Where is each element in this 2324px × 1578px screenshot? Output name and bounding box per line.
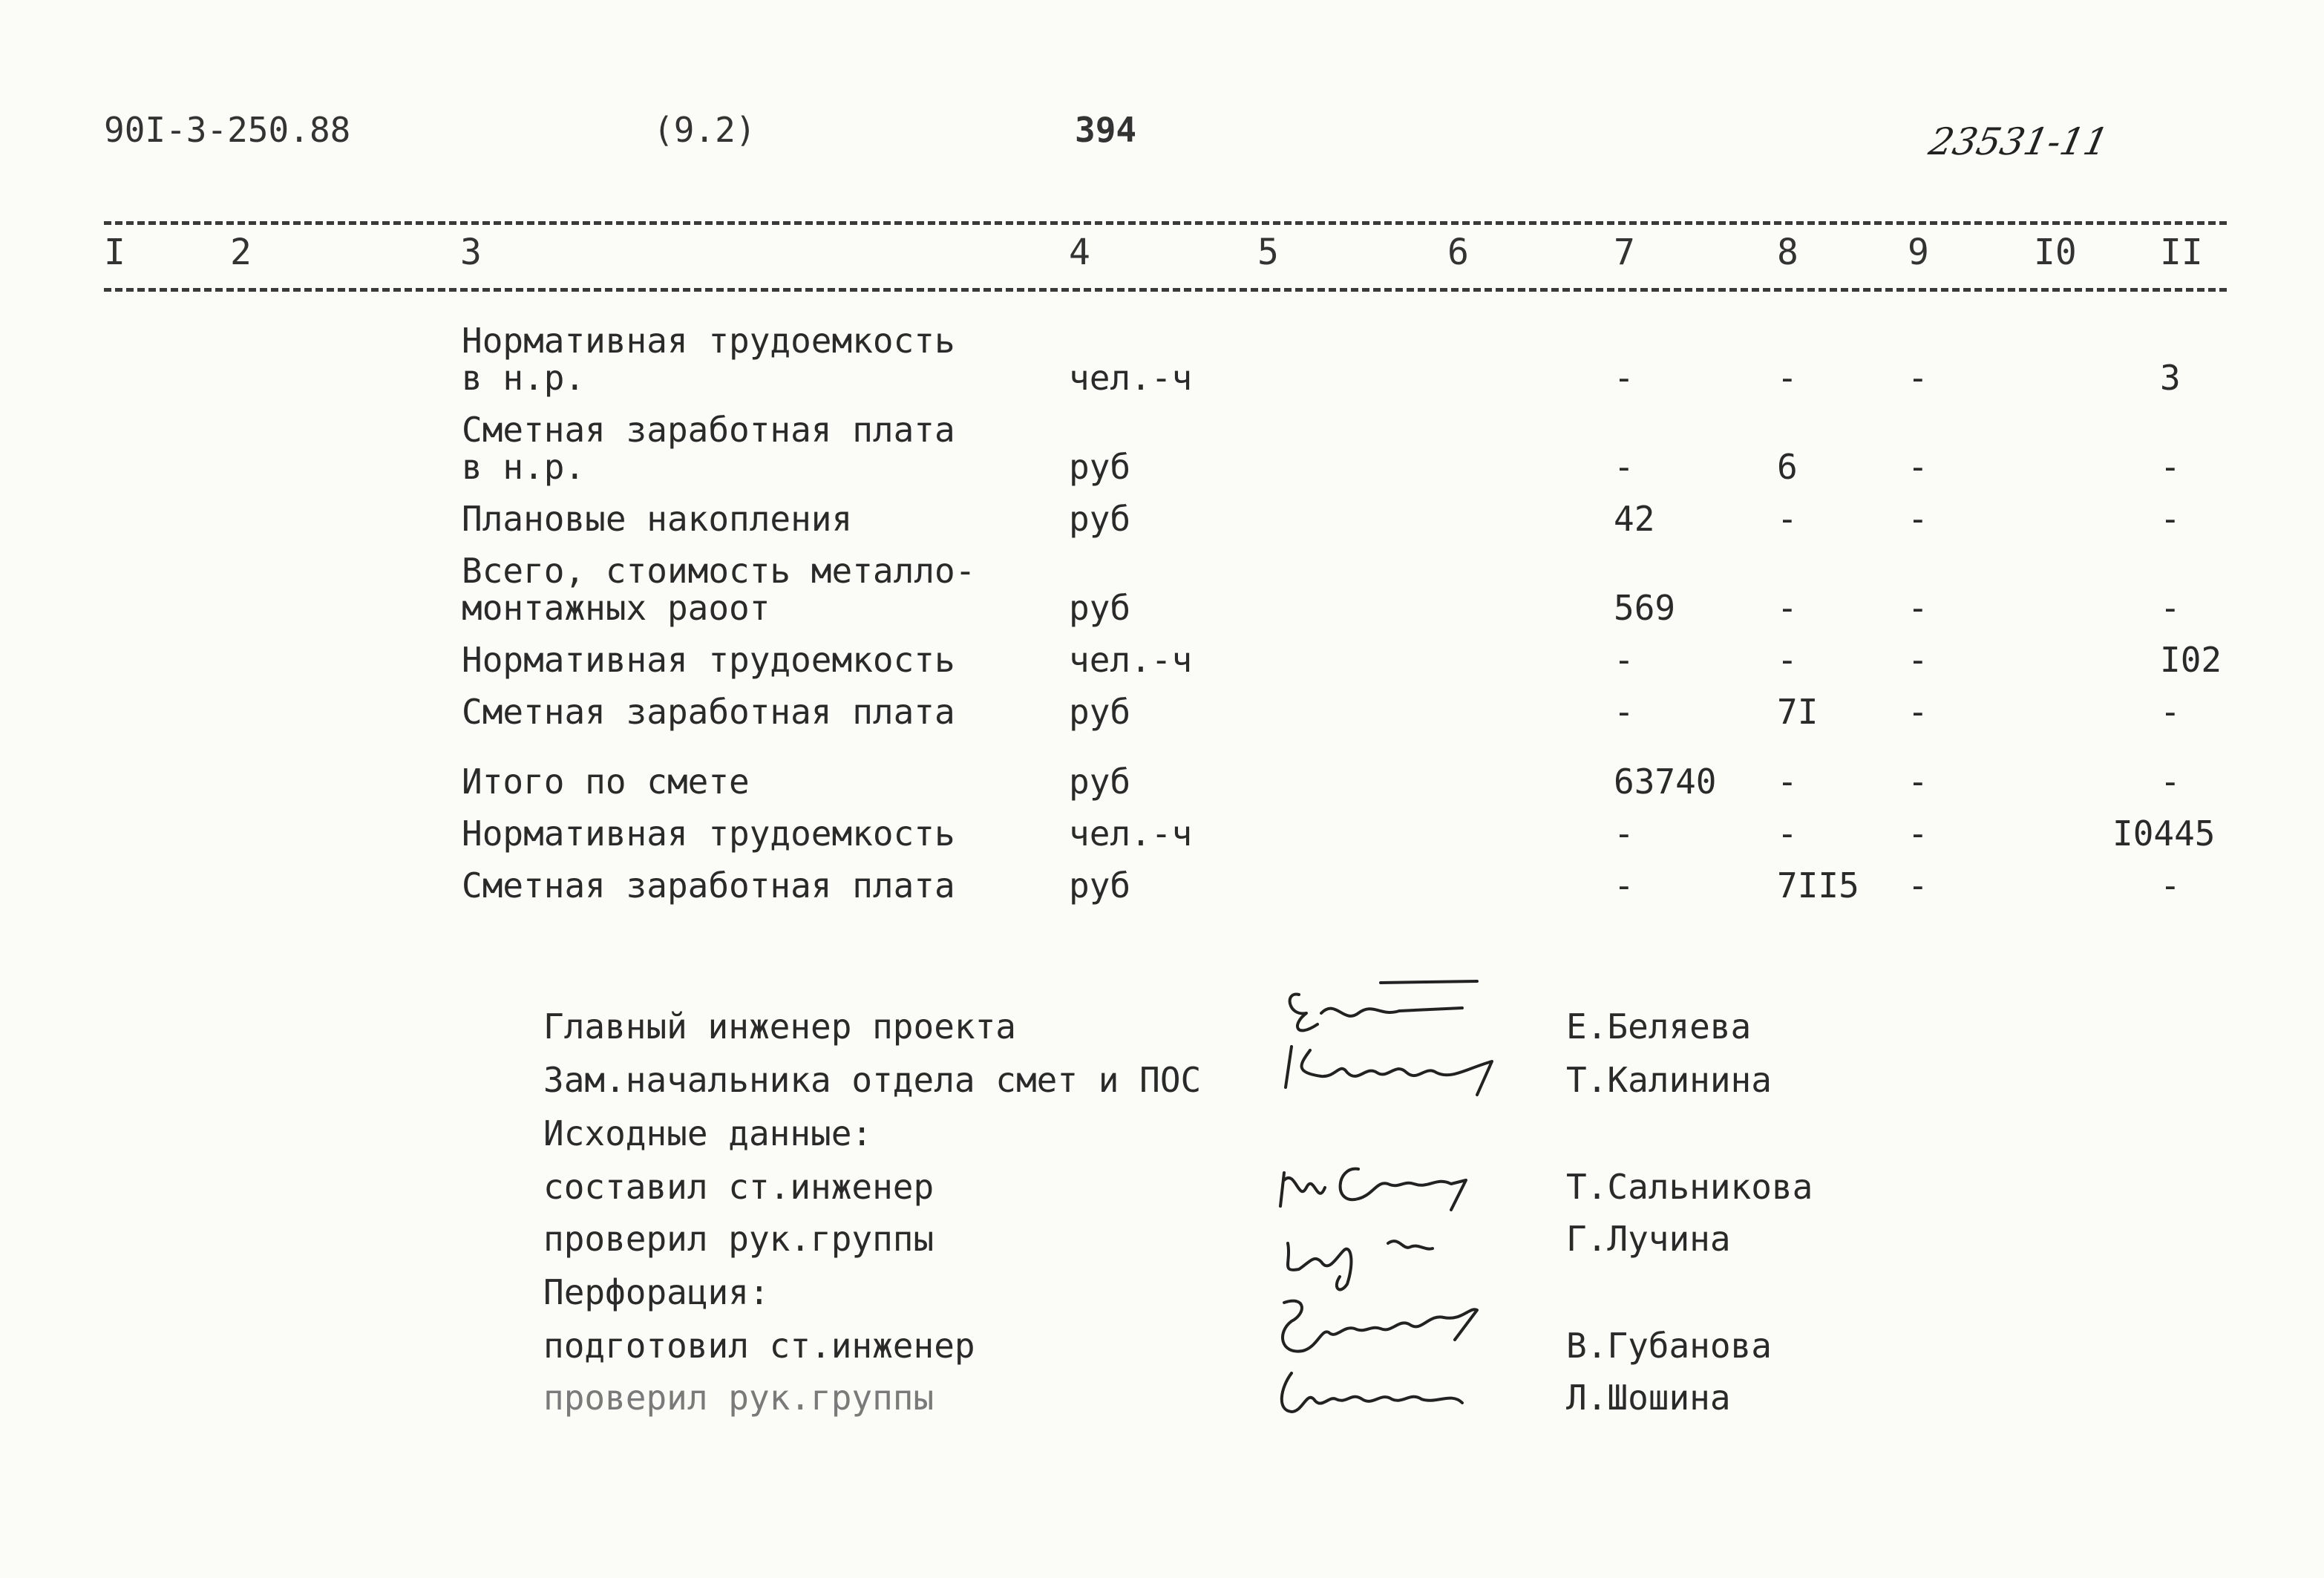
signature-gubanova <box>1262 1288 1499 1362</box>
col8-cell: - <box>1777 640 1798 680</box>
item-name-cont: в н.р. <box>462 447 586 487</box>
col9-cell: - <box>1908 358 1928 398</box>
document-code: 90I-3-250.88 <box>104 110 351 150</box>
item-name: Плановые накопления <box>462 499 853 539</box>
column-header: 7 <box>1614 232 1635 273</box>
unit-cell: руб <box>1069 692 1131 732</box>
col11-cell: - <box>2160 865 2181 906</box>
signer-role: составил ст.инженер <box>543 1167 934 1207</box>
column-header: 3 <box>460 232 482 273</box>
col7-cell: - <box>1614 813 1634 854</box>
signature-kalinina <box>1277 1032 1514 1106</box>
col7-cell: - <box>1614 358 1634 398</box>
unit-cell: руб <box>1069 447 1131 487</box>
header-bottom-rule <box>104 288 2227 292</box>
signer-role: Зам.начальника отдела смет и ПОС <box>543 1060 1202 1100</box>
item-name: Сметная заработная плата <box>462 692 955 732</box>
header-top-rule <box>104 221 2227 225</box>
col7-cell: 569 <box>1614 588 1676 628</box>
col11-cell: I02 <box>2160 640 2222 680</box>
col8-cell: - <box>1777 813 1798 854</box>
column-header: 9 <box>1908 232 1929 273</box>
unit-cell: чел.-ч <box>1069 640 1193 680</box>
item-name: Сметная заработная плата <box>462 865 955 906</box>
col8-cell: - <box>1777 762 1798 802</box>
unit-cell: руб <box>1069 588 1131 628</box>
unit-cell: руб <box>1069 865 1131 906</box>
signature-salnikova <box>1269 1143 1485 1217</box>
col7-cell: 63740 <box>1614 762 1717 802</box>
col8-cell: 7II5 <box>1777 865 1859 906</box>
item-name: Итого по смете <box>462 762 750 802</box>
signature-luchina <box>1269 1217 1462 1299</box>
signer-role: Главный инженер проекта <box>543 1006 1016 1047</box>
column-header: 6 <box>1447 232 1469 273</box>
col11-cell: I0445 <box>2112 813 2216 854</box>
unit-cell: чел.-ч <box>1069 813 1193 854</box>
col7-cell: - <box>1614 865 1634 906</box>
column-header: 4 <box>1069 232 1090 273</box>
col7-cell: - <box>1614 640 1634 680</box>
signer-name: Т.Калинина <box>1566 1060 1772 1100</box>
signature-beliaeva <box>1277 972 1499 1039</box>
signer-role: подготовил ст.инженер <box>543 1326 975 1366</box>
col9-cell: - <box>1908 499 1928 539</box>
col9-cell: - <box>1908 865 1928 906</box>
col8-cell: - <box>1777 499 1798 539</box>
item-name-cont: в н.р. <box>462 358 586 398</box>
col7-cell: 42 <box>1614 499 1655 539</box>
page-number: 394 <box>1075 110 1137 150</box>
col11-cell: 3 <box>2160 358 2181 398</box>
item-name: Всего, стоимость металло- <box>462 551 976 591</box>
item-name-cont: монтажных раоот <box>462 588 770 628</box>
col8-cell: - <box>1777 588 1798 628</box>
col11-cell: - <box>2160 499 2181 539</box>
column-header: II <box>2160 232 2203 273</box>
col11-cell: - <box>2160 447 2181 487</box>
col11-cell: - <box>2160 692 2181 732</box>
col11-cell: - <box>2160 588 2181 628</box>
signer-role: проверил рук.группы <box>543 1378 934 1418</box>
item-name: Сметная заработная плата <box>462 410 955 450</box>
section-number: (9.2) <box>653 110 756 150</box>
unit-cell: руб <box>1069 499 1131 539</box>
column-header: I0 <box>2034 232 2077 273</box>
col8-cell: 7I <box>1777 692 1819 732</box>
signer-name: Г.Лучина <box>1566 1219 1731 1259</box>
section-label: Перфорация: <box>543 1272 770 1312</box>
col9-cell: - <box>1908 762 1928 802</box>
signer-name: Л.Шошина <box>1566 1378 1731 1418</box>
unit-cell: руб <box>1069 762 1131 802</box>
signer-name: В.Губанова <box>1566 1326 1772 1366</box>
item-name: Нормативная трудоемкость <box>462 640 955 680</box>
column-header: 8 <box>1777 232 1798 273</box>
col9-cell: - <box>1908 692 1928 732</box>
archive-number: 23531-11 <box>1925 120 2112 163</box>
col7-cell: - <box>1614 692 1634 732</box>
column-header: I <box>104 232 125 273</box>
signature-shoshina <box>1262 1358 1485 1425</box>
item-name: Нормативная трудоемкость <box>462 321 955 361</box>
col9-cell: - <box>1908 640 1928 680</box>
section-label: Исходные данные: <box>543 1113 873 1153</box>
col11-cell: - <box>2160 762 2181 802</box>
col9-cell: - <box>1908 813 1928 854</box>
col8-cell: - <box>1777 358 1798 398</box>
col9-cell: - <box>1908 447 1928 487</box>
signer-name: Е.Беляева <box>1566 1006 1752 1047</box>
unit-cell: чел.-ч <box>1069 358 1193 398</box>
col8-cell: 6 <box>1777 447 1798 487</box>
col7-cell: - <box>1614 447 1634 487</box>
signer-name: Т.Сальникова <box>1566 1167 1813 1207</box>
column-header: 2 <box>230 232 252 273</box>
signer-role: проверил рук.группы <box>543 1219 934 1259</box>
item-name: Нормативная трудоемкость <box>462 813 955 854</box>
col9-cell: - <box>1908 588 1928 628</box>
column-header: 5 <box>1257 232 1279 273</box>
